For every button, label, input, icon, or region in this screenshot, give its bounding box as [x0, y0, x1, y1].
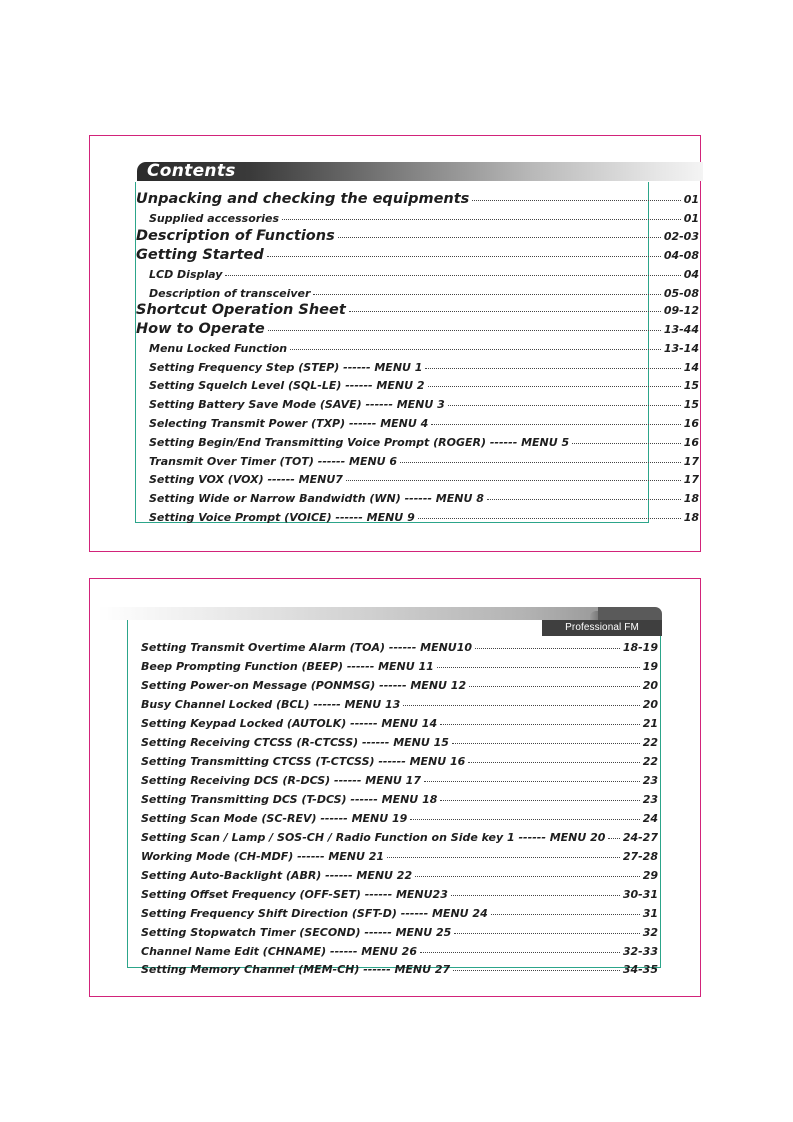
dot-leader — [346, 479, 681, 481]
dot-leader — [451, 894, 620, 896]
toc-list-page-2 — [90, 579, 700, 996]
toc-entry-label: Setting Transmitting DCS (T-DCS) ------ MENU 18 — [141, 793, 438, 806]
toc-entry-page: 23 — [642, 793, 658, 806]
toc-entry-page: 19 — [642, 660, 658, 673]
toc-entry[interactable] — [149, 492, 699, 505]
toc-entry-label: Setting Receiving CTCSS (R-CTCSS) ------ MENU 15 — [141, 736, 449, 749]
toc-entry-page: 22 — [642, 755, 658, 768]
dot-leader — [608, 837, 619, 839]
toc-entry-label: Setting Receiving DCS (R-DCS) ------ MENU 17 — [141, 774, 421, 787]
toc-entry-label: Shortcut Operation Sheet — [136, 302, 346, 318]
dot-leader — [267, 255, 661, 257]
dot-leader — [431, 423, 680, 425]
toc-entry-label: Description of transceiver — [149, 287, 311, 300]
dot-leader — [453, 969, 620, 971]
dot-leader — [424, 780, 640, 782]
toc-entry-page: 22 — [642, 736, 658, 749]
dot-leader — [349, 310, 661, 312]
toc-entry-page: 24-27 — [622, 831, 658, 844]
toc-entry[interactable] — [141, 831, 658, 844]
toc-entry-page: 17 — [683, 455, 699, 468]
toc-entry-page: 32 — [642, 926, 658, 939]
toc-entry-label: Setting Keypad Locked (AUTOLK) ------ MENU 14 — [141, 717, 438, 730]
dot-leader — [420, 951, 620, 953]
contents-page-2 — [89, 578, 701, 997]
toc-entry-label: Setting Stopwatch Timer (SECOND) ------ MENU 25 — [141, 926, 452, 939]
dot-leader — [440, 799, 639, 801]
toc-entry-page: 15 — [683, 379, 699, 392]
toc-entry-page: 18 — [683, 492, 699, 505]
toc-entry-label: Working Mode (CH-MDF) ------ MENU 21 — [141, 850, 385, 863]
toc-entry-label: Transmit Over Timer (TOT) ------ MENU 6 — [149, 455, 398, 468]
dot-leader — [418, 517, 681, 519]
toc-entry[interactable] — [141, 907, 658, 920]
toc-entry-label: Setting Scan / Lamp / SOS-CH / Radio Function on Side key 1 ------ MENU 20 — [141, 831, 606, 844]
toc-entry[interactable] — [149, 455, 699, 468]
dot-leader — [290, 348, 661, 350]
toc-entry[interactable] — [141, 888, 658, 901]
contents-page-1 — [89, 135, 701, 552]
toc-entry-page: 30-31 — [622, 888, 658, 901]
toc-entry[interactable] — [141, 869, 658, 882]
toc-entry[interactable] — [149, 361, 699, 374]
toc-entry-label: Busy Channel Locked (BCL) ------ MENU 13 — [141, 698, 401, 711]
dot-leader — [268, 329, 661, 331]
toc-entry[interactable] — [149, 379, 699, 392]
toc-entry-label: Menu Locked Function — [149, 342, 288, 355]
toc-entry[interactable] — [136, 228, 699, 244]
dot-leader — [387, 856, 620, 858]
dot-leader — [454, 932, 639, 934]
toc-entry[interactable] — [141, 679, 658, 692]
toc-entry-page: 01 — [683, 212, 699, 225]
dot-leader — [472, 199, 680, 201]
toc-entry[interactable] — [149, 473, 699, 486]
toc-entry-page: 23 — [642, 774, 658, 787]
dot-leader — [572, 442, 681, 444]
toc-entry-page: 27-28 — [622, 850, 658, 863]
toc-entry-label: Setting Power-on Message (PONMSG) ------ MENU 12 — [141, 679, 467, 692]
dot-leader — [225, 274, 680, 276]
dot-leader — [469, 685, 640, 687]
dot-leader — [437, 666, 640, 668]
toc-entry-page: 32-33 — [622, 945, 658, 958]
toc-entry[interactable] — [141, 736, 658, 749]
toc-entry-page: 20 — [642, 679, 658, 692]
toc-entry-label: Setting Transmitting CTCSS (T-CTCSS) ------ MENU 16 — [141, 755, 466, 768]
toc-entry-page: 29 — [642, 869, 658, 882]
toc-entry-page: 02-03 — [663, 230, 699, 243]
toc-entry-page: 18-19 — [622, 641, 658, 654]
toc-entry[interactable] — [149, 212, 699, 225]
toc-entry[interactable] — [141, 812, 658, 825]
toc-entry[interactable] — [141, 641, 658, 654]
toc-entry-page: 09-12 — [663, 304, 699, 317]
toc-entry[interactable] — [141, 926, 658, 939]
header-product-label: Professional FM Transceiver — [542, 620, 662, 636]
toc-entry-label: How to Operate — [136, 321, 265, 337]
toc-entry-page: 01 — [683, 193, 699, 206]
dot-leader — [491, 913, 640, 915]
toc-entry-label: Setting Offset Frequency (OFF-SET) ------ MENU23 — [141, 888, 448, 901]
toc-entry[interactable] — [149, 268, 699, 281]
dot-leader — [452, 742, 640, 744]
toc-entry-page: 15 — [683, 398, 699, 411]
toc-entry[interactable] — [136, 247, 699, 263]
toc-entry-label: Setting Scan Mode (SC-REV) ------ MENU 19 — [141, 812, 408, 825]
toc-entry[interactable] — [141, 963, 658, 976]
toc-entry[interactable] — [136, 191, 699, 207]
toc-entry-page: 34-35 — [622, 963, 658, 976]
toc-entry-page: 13-14 — [663, 342, 699, 355]
toc-entry-page: 24 — [642, 812, 658, 825]
toc-entry-label: Supplied accessories — [149, 212, 279, 225]
dot-leader — [428, 385, 681, 387]
toc-entry[interactable] — [149, 287, 699, 300]
dot-leader — [440, 723, 640, 725]
dot-leader — [338, 236, 661, 238]
toc-entry-label: Setting Auto-Backlight (ABR) ------ MENU 22 — [141, 869, 413, 882]
toc-entry-label: Setting Memory Channel (MEM-CH) ------ MENU 27 — [141, 963, 451, 976]
toc-entry[interactable] — [136, 321, 699, 337]
dot-leader — [403, 704, 639, 706]
toc-entry-label: Setting Transmit Overtime Alarm (TOA) ------ MENU10 — [141, 641, 473, 654]
toc-entry[interactable] — [141, 660, 658, 673]
dot-leader — [415, 875, 640, 877]
toc-entry-label: Beep Prompting Function (BEEP) ------ MENU 11 — [141, 660, 434, 673]
toc-entry-label: Setting Battery Save Mode (SAVE) ------ MENU 3 — [149, 398, 445, 411]
dot-leader — [487, 498, 681, 500]
dot-leader — [313, 293, 660, 295]
toc-entry-page: 04-08 — [663, 249, 699, 262]
dot-leader — [468, 761, 639, 763]
toc-entry[interactable] — [149, 436, 699, 449]
toc-entry[interactable] — [141, 698, 658, 711]
toc-entry-page: 16 — [683, 417, 699, 430]
contents-title: Contents — [147, 161, 236, 181]
toc-entry-label: Setting VOX (VOX) ------ MENU7 — [149, 473, 343, 486]
toc-entry-page: 18 — [683, 511, 699, 524]
dot-leader — [448, 404, 681, 406]
toc-entry[interactable] — [141, 774, 658, 787]
toc-entry-label: Getting Started — [136, 247, 264, 263]
toc-entry-page: 13-44 — [663, 323, 699, 336]
toc-entry-page: 17 — [683, 473, 699, 486]
toc-entry-label: LCD Display — [149, 268, 223, 281]
toc-entry-label: Description of Functions — [136, 228, 335, 244]
toc-entry[interactable] — [136, 302, 699, 318]
toc-entry-label: Channel Name Edit (CHNAME) ------ MENU 26 — [141, 945, 417, 958]
toc-entry-page: 05-08 — [663, 287, 699, 300]
toc-entry-label: Setting Frequency Shift Direction (SFT-D) ------ MENU 24 — [141, 907, 488, 920]
toc-entry-label: Setting Squelch Level (SQL-LE) ------ MENU 2 — [149, 379, 425, 392]
toc-entry-page: 21 — [642, 717, 658, 730]
toc-entry-label: Setting Frequency Step (STEP) ------ MENU 1 — [149, 361, 423, 374]
toc-entry-label: Selecting Transmit Power (TXP) ------ MENU 4 — [149, 417, 429, 430]
dot-leader — [410, 818, 639, 820]
toc-entry[interactable] — [141, 945, 658, 958]
toc-entry-label: Setting Voice Prompt (VOICE) ------ MENU 9 — [149, 511, 415, 524]
toc-entry[interactable] — [141, 793, 658, 806]
toc-entry[interactable] — [141, 850, 658, 863]
dot-leader — [425, 367, 680, 369]
toc-entry[interactable] — [149, 398, 699, 411]
toc-entry-label: Unpacking and checking the equipments — [136, 191, 470, 207]
toc-entry-page: 14 — [683, 361, 699, 374]
toc-entry-label: Setting Wide or Narrow Bandwidth (WN) ------ MENU 8 — [149, 492, 484, 505]
toc-entry[interactable] — [149, 342, 699, 355]
toc-entry-page: 16 — [683, 436, 699, 449]
toc-entry[interactable] — [149, 511, 699, 524]
toc-entry[interactable] — [141, 755, 658, 768]
toc-entry-page: 20 — [642, 698, 658, 711]
toc-entry[interactable] — [149, 417, 699, 430]
toc-entry-page: 31 — [642, 907, 658, 920]
toc-list-page-1 — [90, 136, 700, 551]
dot-leader — [282, 218, 681, 220]
toc-entry-label: Setting Begin/End Transmitting Voice Prompt (ROGER) ------ MENU 5 — [149, 436, 570, 449]
toc-entry[interactable] — [141, 717, 658, 730]
dot-leader — [400, 461, 681, 463]
toc-entry-page: 04 — [683, 268, 699, 281]
dot-leader — [475, 647, 620, 649]
